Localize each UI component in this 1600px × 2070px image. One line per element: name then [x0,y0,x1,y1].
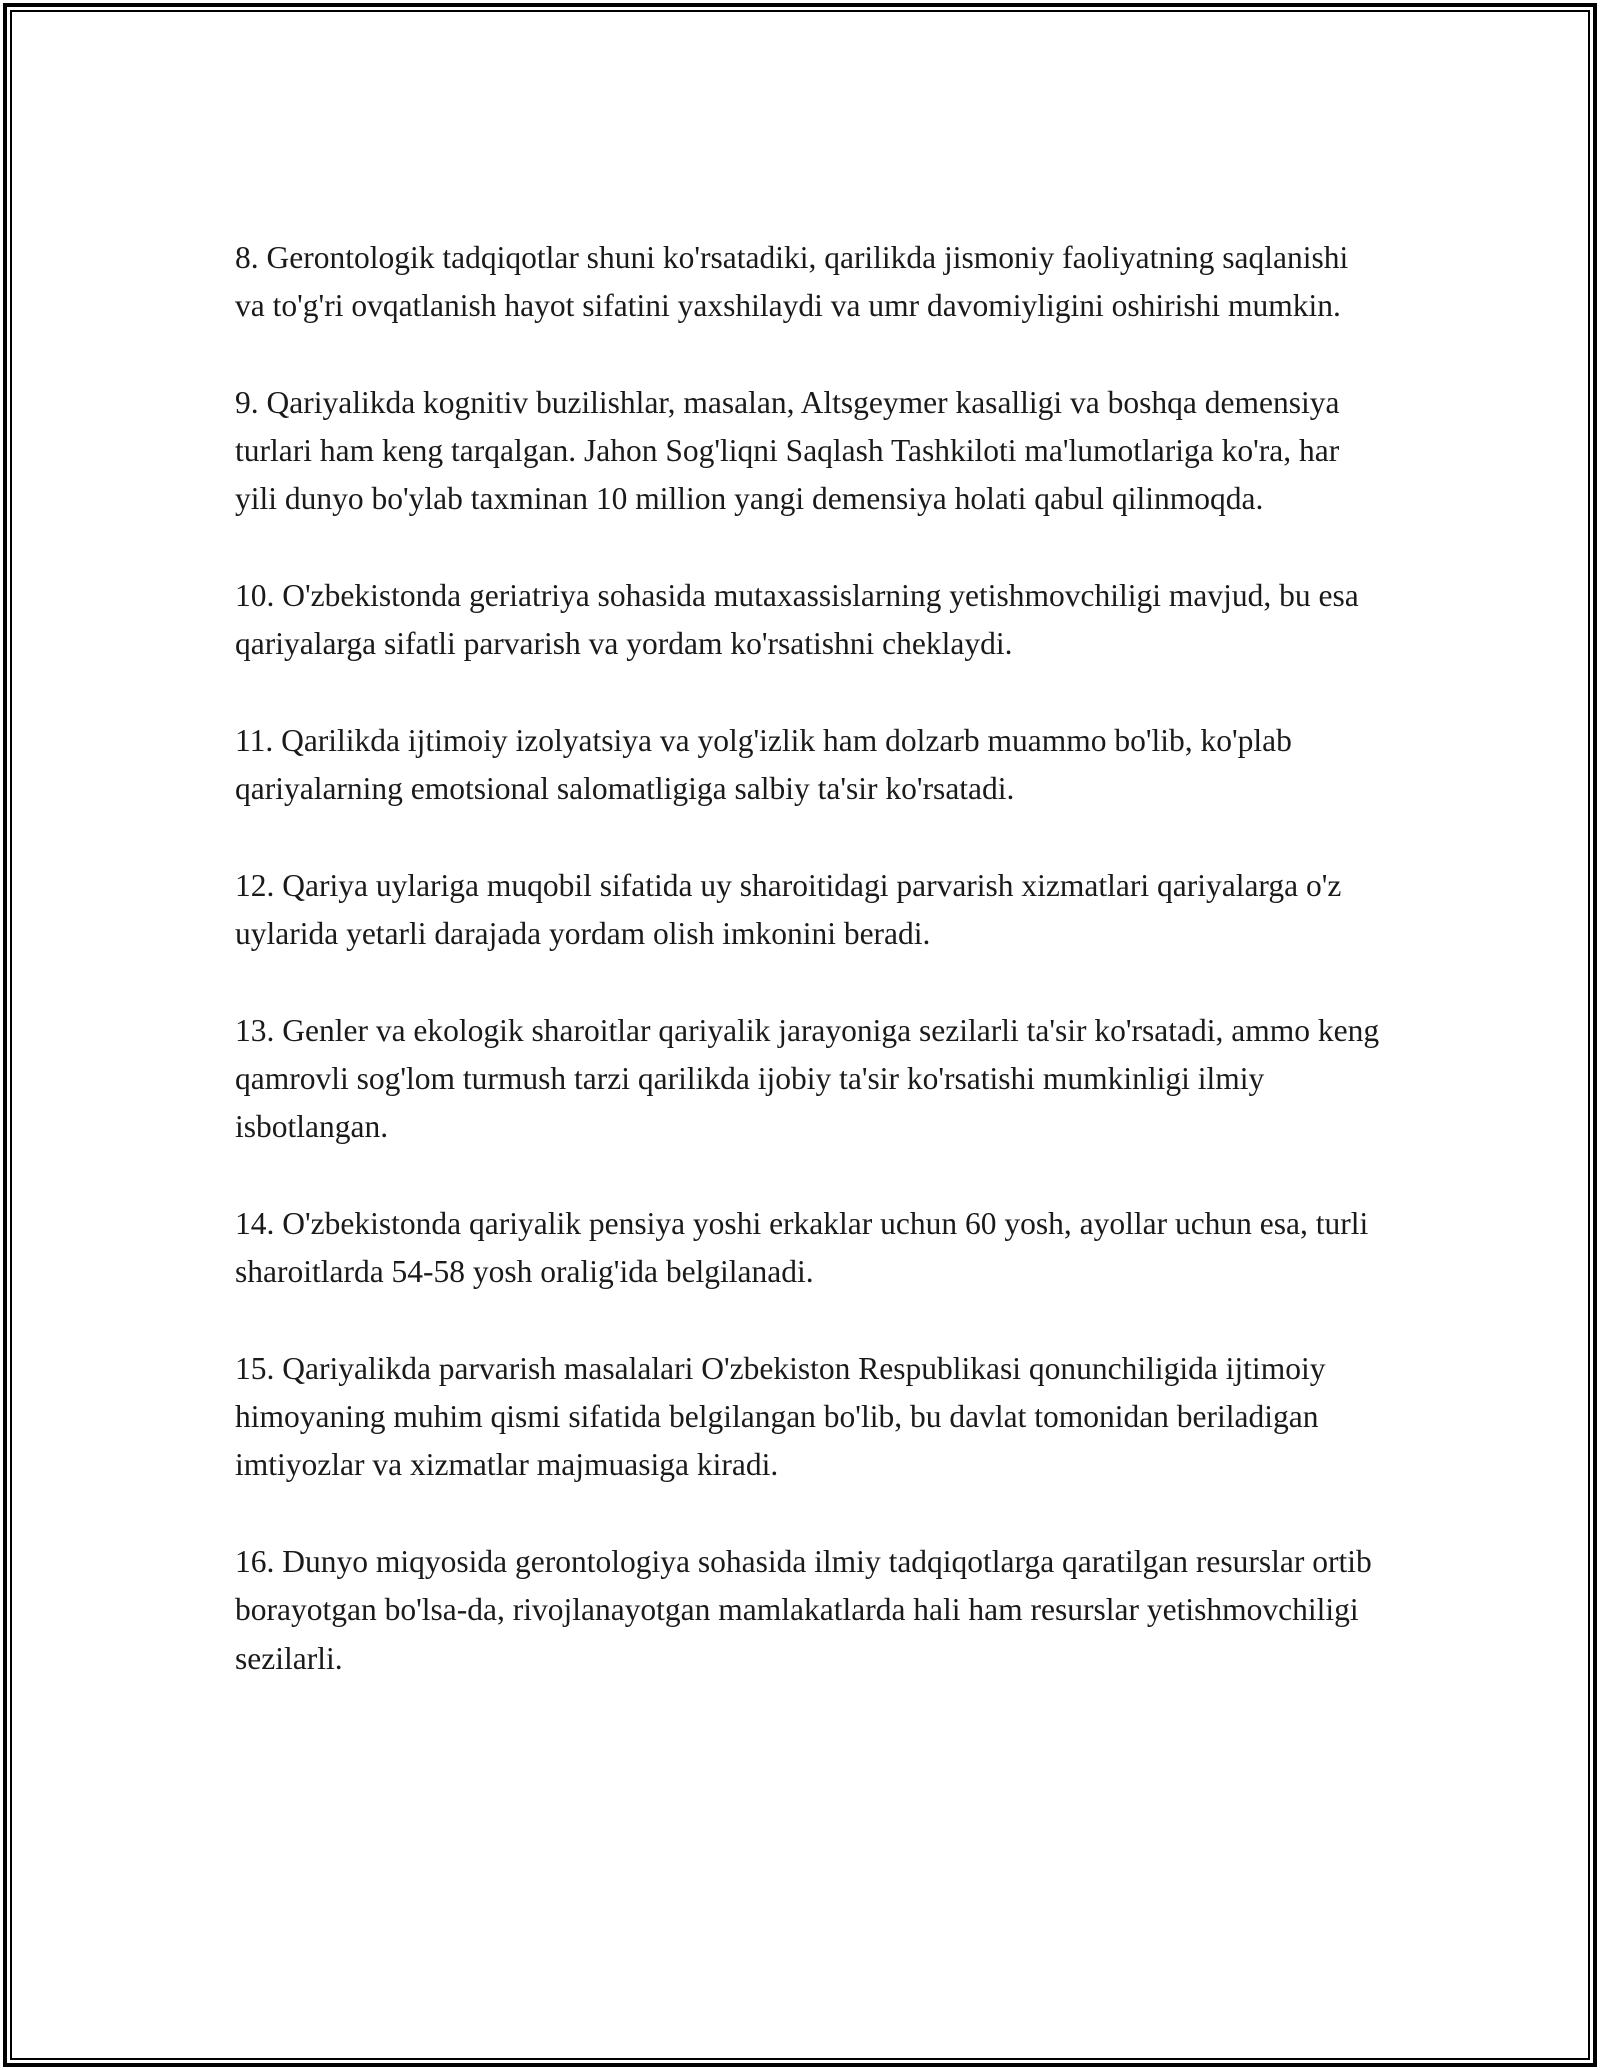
paragraph-12: 12. Qariya uylariga muqobil sifatida uy sharoitidagi parvarish xizmatlari qariyalarga o'z uylarida yetarli darajada yordam olish imkonini beradi. [235,867,1342,952]
paragraph-9: 9. Qariyalikda kognitiv buzilishlar, masalan, Altsgeymer kasalligi va boshqa demensiya turlari ham keng tarqalgan. Jahon Sog'liqni Saqlash Tashkiloti ma'lumotlariga ko'ra, har yili dunyo bo'ylab taxminan 10 million yangi demensiya holati qabul qilinmoqda. [235,384,1340,517]
paragraph-15: 15. Qariyalikda parvarish masalalari O'zbekiston Respublikasi qonunchiligida ijtimoiy himoyaning muhim qismi sifatida belgilangan bo'lib, bu davlat tomonidan beriladigan imtiyozlar va xizmatlar majmuasiga kiradi. [235,1350,1326,1483]
paragraph-11: 11. Qarilikda ijtimoiy izolyatsiya va yolg'izlik ham dolzarb muammo bo'lib, ko'plab qariyalarning emotsional salomatligiga salbiy ta'sir ko'rsatadi. [235,722,1292,807]
paragraph-13: 13. Genler va ekologik sharoitlar qariyalik jarayoniga sezilarli ta'sir ko'rsatadi, ammo keng qamrovli sog'lom turmush tarzi qarilikda ijobiy ta'sir ko'rsatishi mumkinligi ilmiy isbotlangan. [235,1012,1380,1145]
paragraph-16: 16. Dunyo miqyosida gerontologiya sohasida ilmiy tadqiqotlarga qaratilgan resurslar ortib borayotgan bo'lsa-da, rivojlanayotgan mamlakatlarda hali ham resurslar yetishmovchiligi sezilarli. [235,1544,1372,1676]
document-body [235,234,1385,1683]
paragraph-14: 14. O'zbekistonda qariyalik pensiya yoshi erkaklar uchun 60 yosh, ayollar uchun esa, turli sharoitlarda 54-58 yosh oralig'ida belgilanadi. [235,1205,1369,1290]
paragraph-8: 8. Gerontologik tadqiqotlar shuni ko'rsatadiki, qarilikda jismoniy faoliyatning saqlanishi va to'g'ri ovqatlanish hayot sifatini yaxshilaydi va umr davomiyligini oshirishi mumkin. [235,240,1349,324]
paragraph-10: 10. O'zbekistonda geriatriya sohasida mutaxassislarning yetishmovchiligi mavjud, bu esa qariyalarga sifatli parvarish va yordam ko'rsatishni cheklaydi. [235,578,1359,662]
